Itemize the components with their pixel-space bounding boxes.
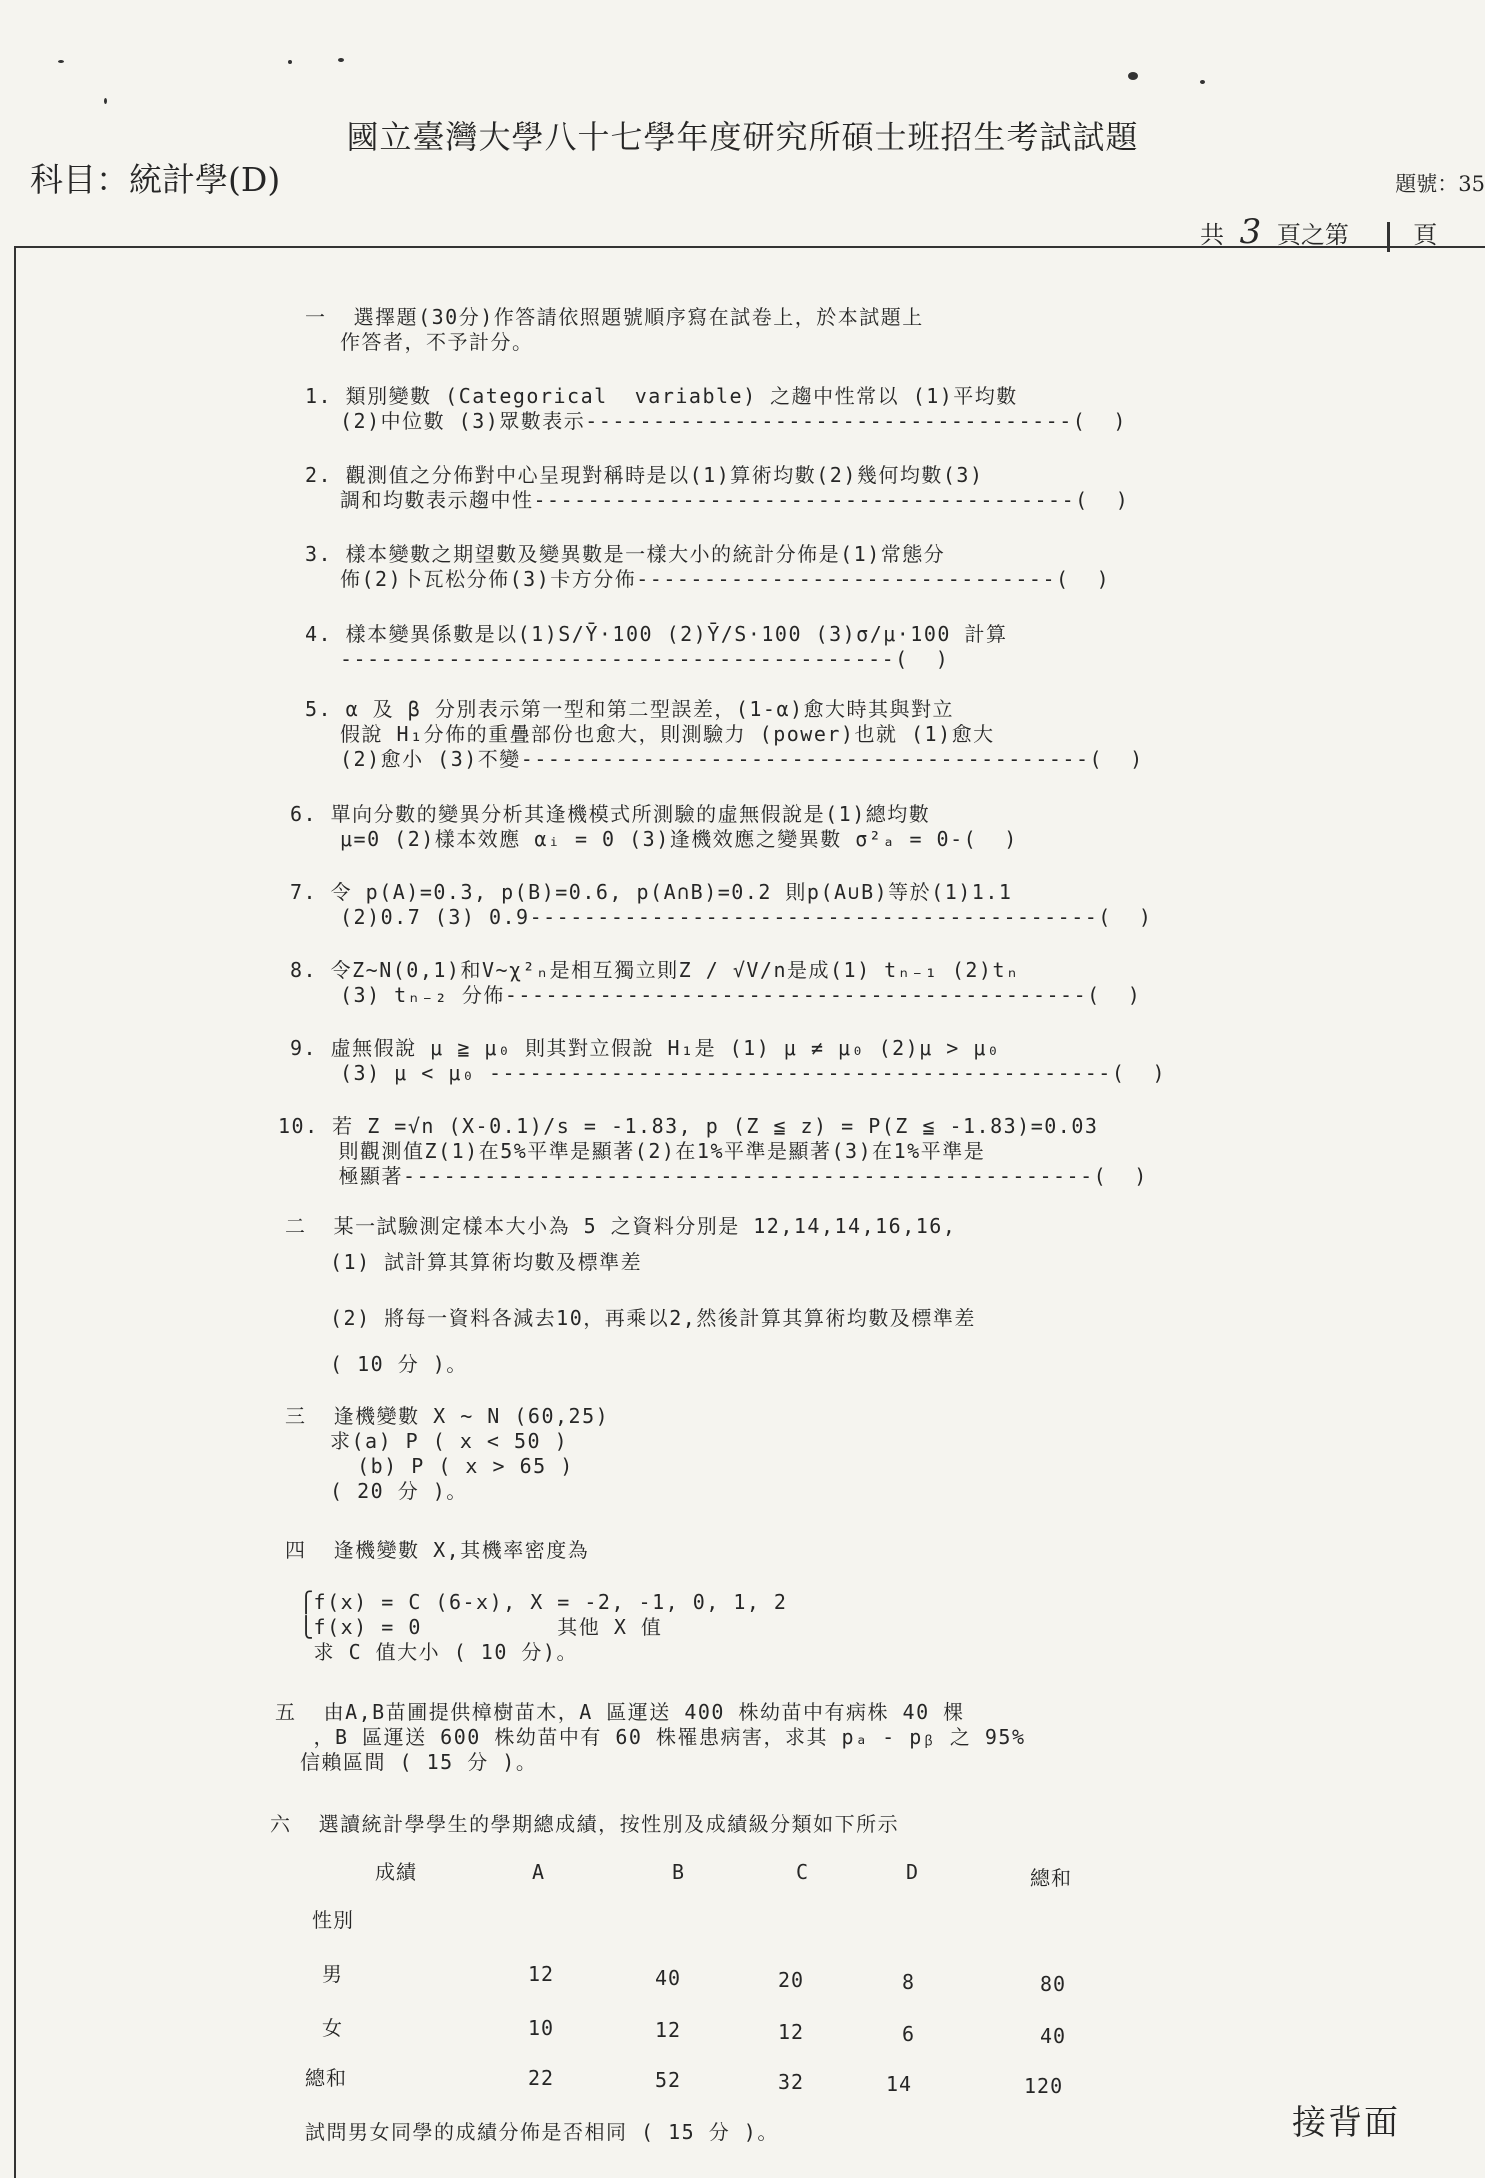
scan-speck xyxy=(288,60,292,64)
page-total: 3 xyxy=(1239,212,1262,252)
question-1-cont: (2)中位數 (3)眾數表示------------------------------------( ) xyxy=(340,409,1127,433)
section2-heading: 二 某一試驗測定樣本大小為 5 之資料分別是 12,14,14,16,16, xyxy=(285,1214,957,1238)
question-3: 3. 樣本變數之期望數及變異數是一樣大小的統計分佈是(1)常態分 xyxy=(305,542,946,566)
question-9-cont: (3) μ < μ₀ ----------------------------------------------( ) xyxy=(340,1061,1167,1085)
exam-subject: 科目：統計學(D) xyxy=(30,160,281,199)
table-col-header: C xyxy=(796,1860,810,1884)
question-8-cont: (3) tₙ₋₂ 分佈-------------------------------------------( ) xyxy=(340,983,1142,1007)
scan-speck xyxy=(1200,80,1205,84)
question-4-cont: -----------------------------------------( ) xyxy=(340,647,950,671)
page-info-middle: 頁之第 xyxy=(1276,221,1349,249)
table-col-header-label: 成績 xyxy=(375,1860,417,1884)
section5-cont2: 信賴區間 ( 15 分 )。 xyxy=(300,1750,538,1774)
question-6: 6. 單向分數的變異分析其逢機模式所測驗的虛無假說是(1)總均數 xyxy=(290,802,931,826)
table-cell: 12 xyxy=(655,2018,682,2042)
scan-speck xyxy=(338,58,344,62)
section3-score: ( 20 分 )。 xyxy=(330,1479,468,1503)
question-5: 5. α 及 β 分別表示第一型和第二型誤差，(1-α)愈大時其與對立 xyxy=(305,697,955,721)
question-2-cont: 調和均數表示趨中性----------------------------------------( ) xyxy=(340,488,1130,512)
table-col-header: B xyxy=(672,1860,686,1884)
section1-heading: 一 選擇題(30分)作答請依照題號順序寫在試卷上，於本試題上 xyxy=(305,305,924,329)
table-cell: 10 xyxy=(528,2016,555,2040)
table-col-header: 總和 xyxy=(1030,1866,1072,1890)
section3-part-a: 求(a) P ( x < 50 ) xyxy=(330,1429,569,1453)
table-cell: 12 xyxy=(778,2020,805,2044)
table-cell: 12 xyxy=(528,1962,555,1986)
table-cell: 8 xyxy=(902,1970,916,1994)
question-number: 題號：35 xyxy=(1395,172,1485,196)
table-col-header: D xyxy=(906,1860,920,1884)
question-3-cont: 佈(2)卜瓦松分佈(3)卡方分佈-------------------------------( ) xyxy=(340,567,1111,591)
table-row-label: 女 xyxy=(322,2016,343,2040)
question-7: 7. 令 p(A)=0.3, p(B)=0.6, p(A∩B)=0.2 則p(A∪B)等於(1)1.1 xyxy=(290,880,1013,904)
section6-heading: 六 選讀統計學學生的學期總成績，按性別及成績級分類如下所示 xyxy=(270,1812,900,1836)
table-row-label: 總和 xyxy=(305,2066,347,2090)
section1-heading-cont: 作答者，不予計分。 xyxy=(340,330,534,354)
exam-frame xyxy=(14,246,1485,2178)
question-7-cont: (2)0.7 (3) 0.9------------------------------------------( ) xyxy=(340,905,1153,929)
exam-title: 國立臺灣大學八十七學年度研究所碩士班招生考試試題 xyxy=(346,118,1139,156)
table-cell: 32 xyxy=(778,2070,805,2094)
section6-question: 試問男女同學的成績分佈是否相同 ( 15 分 )。 xyxy=(305,2120,779,2144)
continue-note: 接背面 xyxy=(1292,2103,1400,2143)
question-10: 10. 若 Z =√n (X-0.1)/s = -1.83, p (Z ≦ z) = P(Z ≦ -1.83)=0.03 xyxy=(278,1114,1099,1138)
table-cell: 6 xyxy=(902,2022,916,2046)
section5-cont: ，B 區運送 600 株幼苗中有 60 株罹患病害，求其 pₐ - pᵦ 之 95% xyxy=(300,1725,1026,1749)
scan-speck xyxy=(104,98,107,104)
table-cell: 52 xyxy=(655,2068,682,2092)
question-9: 9. 虛無假說 μ ≧ μ₀ 則其對立假說 H₁是 (1) μ ≠ μ₀ (2)μ > μ₀ xyxy=(290,1036,1001,1060)
section4-pdf-line2: ⎩f(x) = 0 其他 X 值 xyxy=(300,1615,663,1639)
question-2: 2. 觀測值之分佈對中心呈現對稱時是以(1)算術均數(2)幾何均數(3) xyxy=(305,463,984,487)
table-cell: 120 xyxy=(1024,2074,1064,2098)
question-5-cont2: (2)愈小 (3)不變------------------------------------------( ) xyxy=(340,747,1144,771)
scan-speck xyxy=(58,60,64,63)
section2-score: ( 10 分 )。 xyxy=(330,1352,468,1376)
section5-heading: 五 由A,B苗圃提供樟樹苗木，A 區運送 400 株幼苗中有病株 40 棵 xyxy=(275,1700,965,1724)
question-5-cont: 假說 H₁分佈的重疊部份也愈大，則測驗力 (power)也就 (1)愈大 xyxy=(340,722,995,746)
question-10-cont2: 極顯著---------------------------------------------------( ) xyxy=(325,1164,1148,1188)
section4-pdf-line1: ⎧f(x) = C (6-x), X = -2, -1, 0, 1, 2 xyxy=(300,1590,788,1614)
question-10-cont: 則觀測值Z(1)在5%平準是顯著(2)在1%平準是顯著(3)在1%平準是 xyxy=(325,1139,986,1163)
table-row-header-label: 性別 xyxy=(312,1908,354,1932)
page-info-prefix: 共 xyxy=(1200,221,1224,249)
table-cell: 20 xyxy=(778,1968,805,1992)
table-cell: 14 xyxy=(886,2072,913,2096)
section3-heading: 三 逢機變數 X ~ N (60,25) xyxy=(285,1404,610,1428)
table-row-label: 男 xyxy=(322,1962,343,1986)
table-cell: 40 xyxy=(1040,2024,1067,2048)
section2-part1: (1) 試計算其算術均數及標準差 xyxy=(330,1250,643,1274)
question-6-cont: μ=0 (2)樣本效應 αᵢ = 0 (3)逢機效應之變異數 σ²ₐ = 0-( ) xyxy=(340,827,1018,851)
question-4: 4. 樣本變異係數是以(1)S/Ȳ·100 (2)Ȳ/S·100 (3)σ/μ·100 計算 xyxy=(305,622,1008,646)
section3-part-b: (b) P ( x > 65 ) xyxy=(330,1454,574,1478)
section4-question: 求 C 值大小 ( 10 分)。 xyxy=(300,1640,578,1664)
section2-part2: (2) 將每一資料各減去10，再乘以2,然後計算其算術均數及標準差 xyxy=(330,1306,976,1330)
table-cell: 40 xyxy=(655,1966,682,1990)
scan-speck xyxy=(1128,72,1138,80)
question-1: 1. 類別變數 (Categorical variable) 之趨中性常以 (1)平均數 xyxy=(305,384,1018,408)
table-col-header: A xyxy=(532,1860,546,1884)
table-cell: 22 xyxy=(528,2066,555,2090)
question-8: 8. 令Z~N(0,1)和V~χ²ₙ是相互獨立則Z / √V/n是成(1) tₙ₋₁ (2)tₙ xyxy=(290,958,1020,982)
section4-heading: 四 逢機變數 X,其機率密度為 xyxy=(285,1538,590,1562)
table-cell: 80 xyxy=(1040,1972,1067,1996)
page-info-suffix: 頁 xyxy=(1413,221,1438,249)
